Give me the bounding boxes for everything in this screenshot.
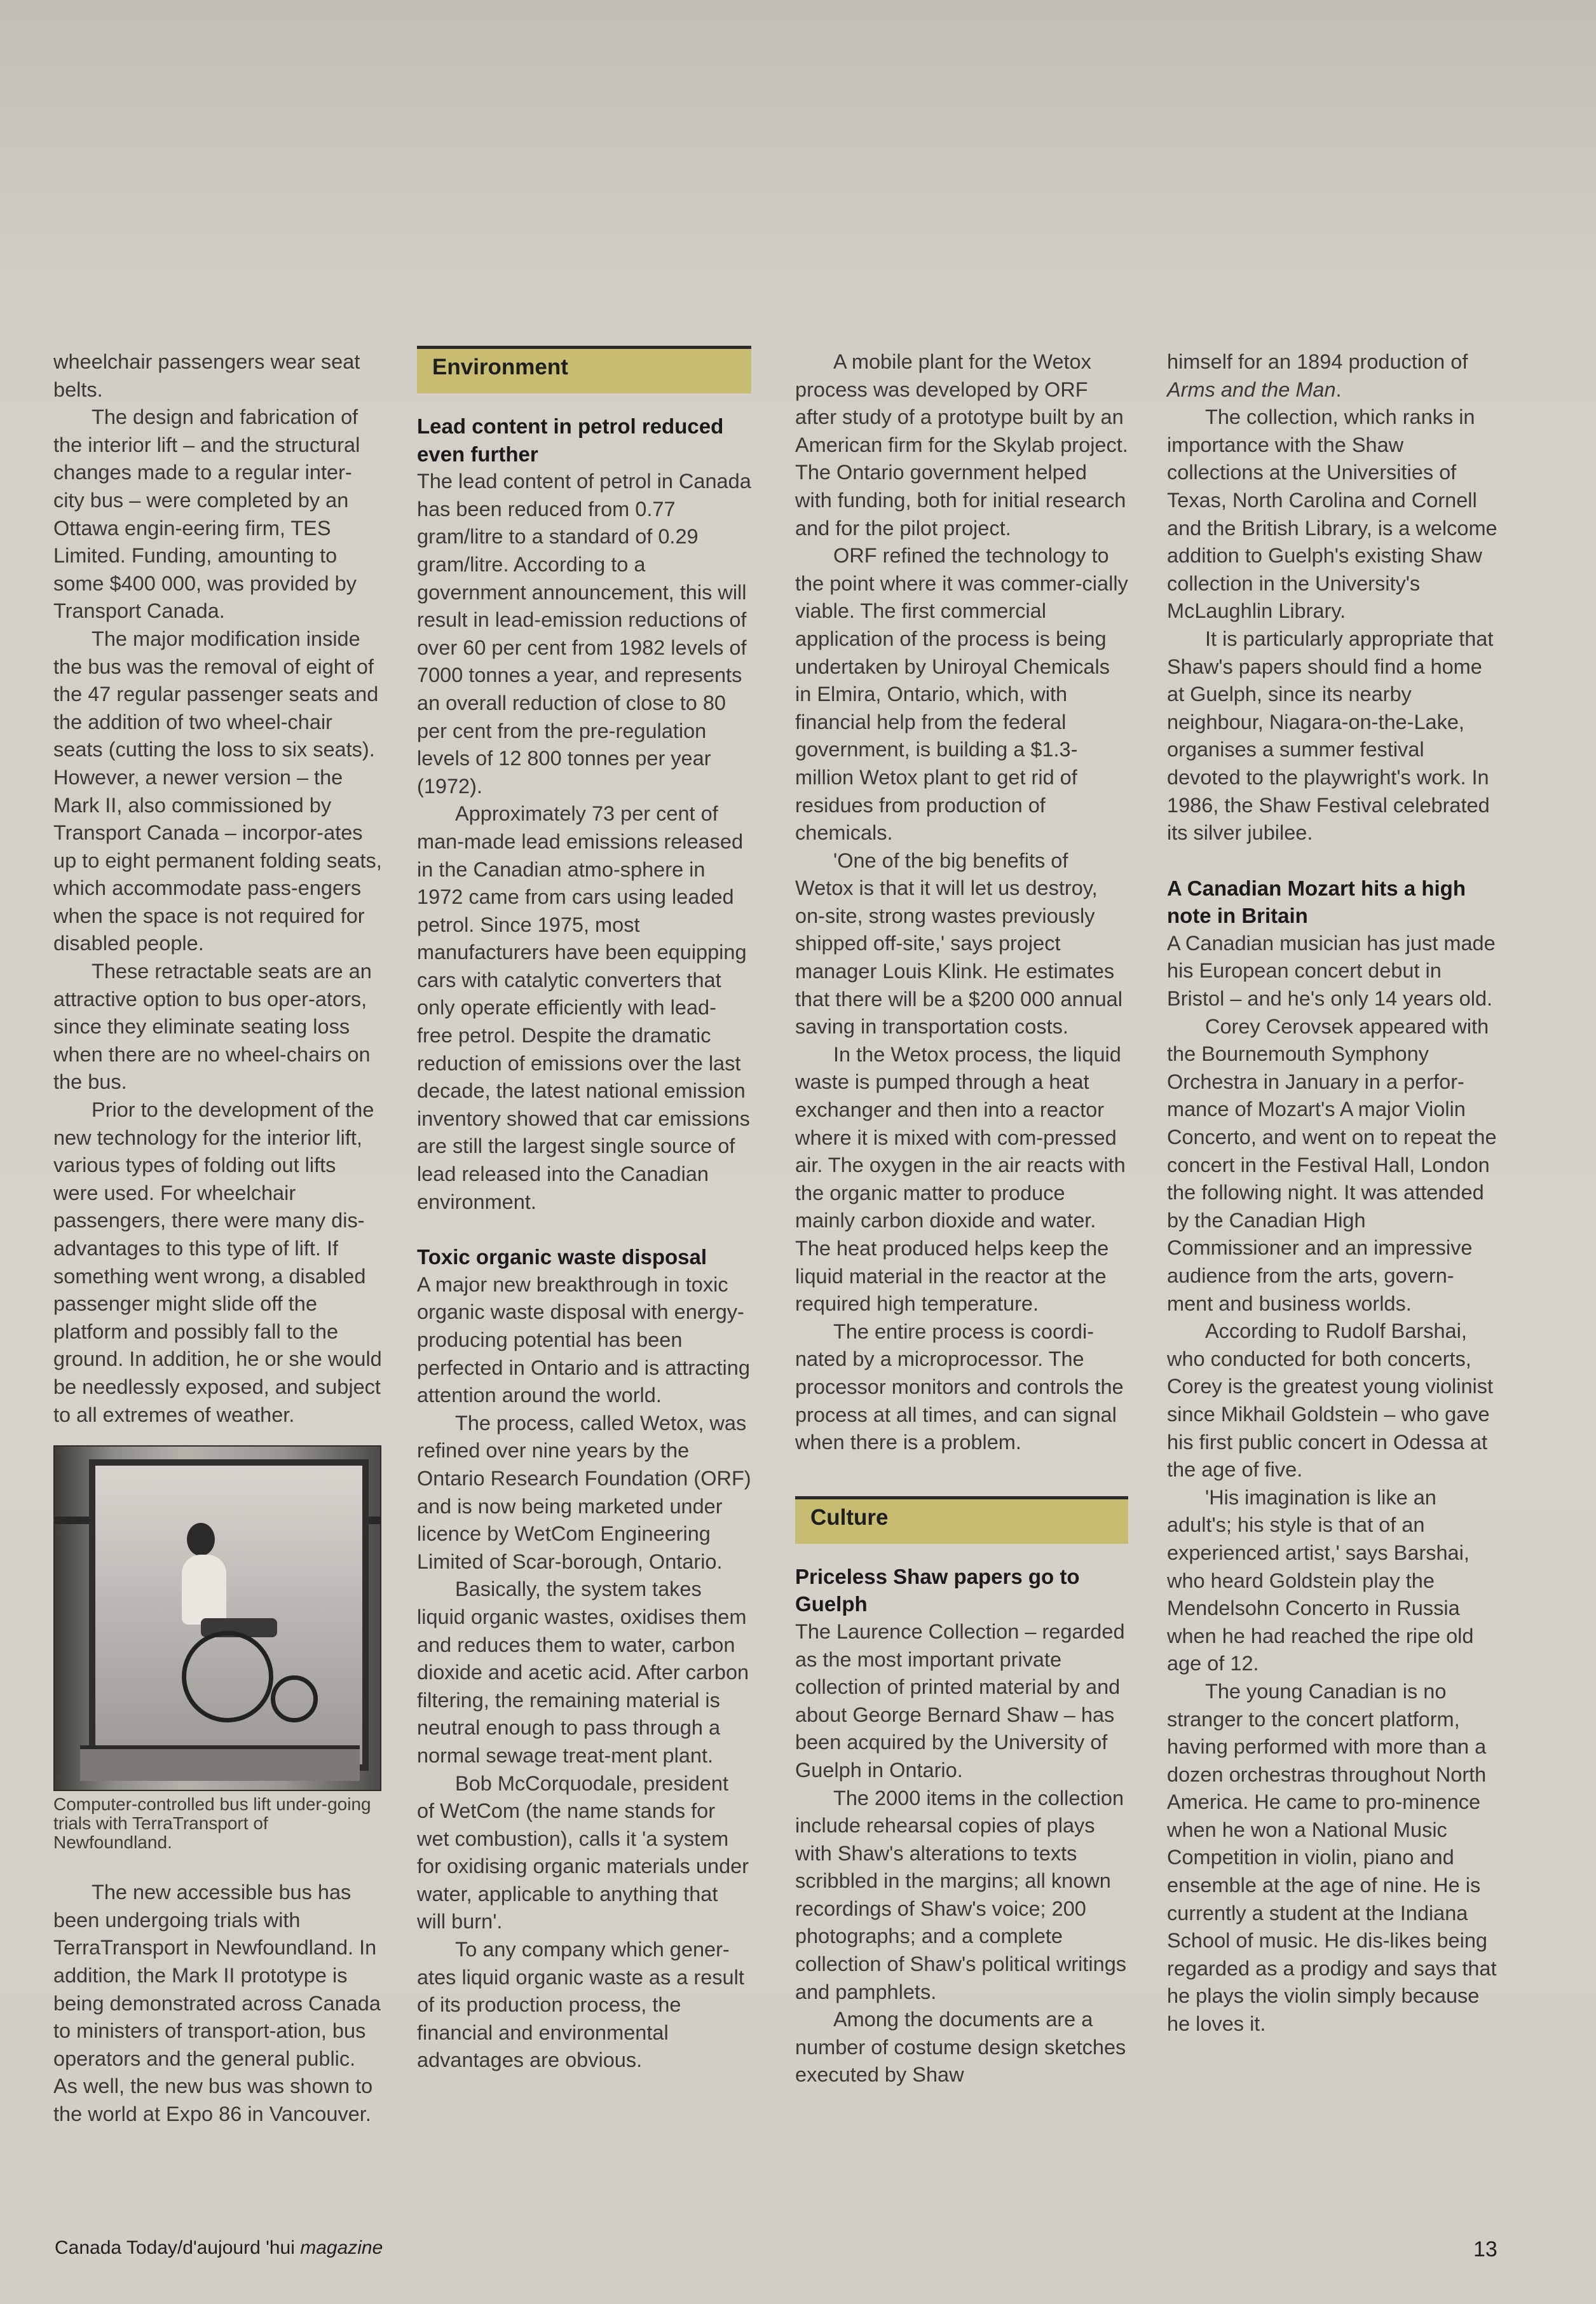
paragraph: wheelchair passengers wear seat belts. bbox=[53, 350, 360, 401]
paragraph: The 2000 items in the collection include rehearsal copies of plays with Shaw's alterations to texts scribbled in the margins; all known recordings of Shaw's voice; 200 photographs; and a complete collection of Shaw's political writings and pamphlets. bbox=[795, 1786, 1127, 2003]
paragraph-text: himself for an 1894 production of bbox=[1167, 350, 1468, 373]
paragraph bbox=[1167, 348, 1497, 404]
wheelchair-wheel-icon bbox=[182, 1631, 273, 1722]
paragraph: The major modification inside the bus was the removal of eight of the 47 regular passenger seats and the addition of two wheel-chair seats (cutting the loss to six seats). However, a newer version – the Mark II, also commissioned by Transport Canada – incorpor-ates up to eight permanent folding seats, which accommodate pass-engers when the space is not required for disabled people. bbox=[53, 627, 382, 955]
lift-frame bbox=[89, 1459, 369, 1771]
paragraph: ORF refined the technology to the point where it was commer-cially viable. The first commercial application of the process is being undertaken by Uniroyal Chemicals in Elmira, Ontario, which, with financial help from the federal government, is building a $1.3-million Wetox plant to get rid of residues from production of chemicals. bbox=[795, 544, 1128, 845]
passenger-head bbox=[187, 1523, 215, 1556]
magazine-suffix: magazine bbox=[300, 2237, 383, 2258]
paragraph: According to Rudolf Barshai, who conducted for both concerts, Corey is the greatest young violinist since Mikhail Goldstein – who gave his first public concert in Odessa at the age of five. bbox=[1167, 1319, 1494, 1482]
paragraph: Corey Cerovsek appeared with the Bournemouth Symphony Orchestra in January in a perfor-mance of Mozart's A major Violin Concerto, and went on to repeat the concert in the Festival Hall, London the following night. It was attended by the Canadian High Commissioner and an impressive audience from the arts, govern-ment and business worlds. bbox=[1167, 1014, 1497, 1315]
magazine-name: Canada Today/d'aujourd 'hui bbox=[55, 2237, 295, 2258]
play-title: Arms and the Man bbox=[1167, 378, 1336, 401]
section-banner-environment bbox=[417, 346, 751, 393]
paragraph: The Laurence Collection – regarded as the most important private collection of printed material by and about George Bernard Shaw – has been acquired by the University of Guelph in Ontario. bbox=[795, 1619, 1125, 1782]
paragraph: It is particularly appropriate that Shaw's papers should find a home at Guelph, since its nearby neighbour, Niagara-on-the-Lake, organises a summer festival devoted to the playwright's work. In 1986, the Shaw Festival celebrated its silver jubilee. bbox=[1167, 627, 1494, 845]
paragraph: To any company which gener-ates liquid organic waste as a result of its production process, the financial and environmental advantages are obvious. bbox=[417, 1938, 744, 2072]
article-headline: A Canadian Mozart hits a high note in Britain bbox=[1167, 876, 1466, 928]
article-headline: Priceless Shaw papers go to Guelph bbox=[795, 1564, 1080, 1616]
wheelchair-front-wheel-icon bbox=[271, 1675, 318, 1722]
article-headline: Toxic organic waste disposal bbox=[417, 1245, 707, 1269]
paragraph: Basically, the system takes liquid organic wastes, oxidises them and reduces them to water, carbon dioxide and acetic acid. After carbon filtering, the remaining material is neutral enough to pass through a normal sewage treat-ment plant. bbox=[417, 1578, 749, 1767]
lift-platform bbox=[80, 1745, 360, 1781]
passenger-figure bbox=[182, 1555, 226, 1625]
paragraph: The new accessible bus has been undergoing trials with TerraTransport in Newfoundland. In addition, the Mark II prototype is being demonstrated across Canada to ministers of transport-ation, bus operators and the general public. As well, the new bus was shown to the world at Expo 86 in Vancouver. bbox=[53, 1881, 381, 2125]
paragraph: A major new breakthrough in toxic organic waste disposal with energy-producing potential has been perfected in Ontario and is attracting attention around the world. bbox=[417, 1272, 750, 1407]
column-3 bbox=[795, 348, 1128, 2089]
paragraph: Bob McCorquodale, president of WetCom (the name stands for wet combustion), calls it 'a system for oxidising organic materials under water, applicable to anything that will burn'. bbox=[417, 1771, 749, 1933]
magazine-footer bbox=[55, 2237, 383, 2259]
paragraph: In the Wetox process, the liquid waste is pumped through a heat exchanger and then into a reactor where it is mixed with com-pressed air. The oxygen in the air reacts with the organic matter to produce mainly carbon dioxide and water. The heat produced helps keep the liquid material in the reactor at the required high temperature. bbox=[795, 1042, 1126, 1316]
section-banner-culture bbox=[795, 1496, 1128, 1544]
paragraph: The process, called Wetox, was refined over nine years by the Ontario Research Foundation (ORF) and is now being marketed under licence by WetCom Engineering Limited of Scar-borough, Ontario. bbox=[417, 1411, 751, 1573]
column-1 bbox=[53, 348, 383, 2129]
page-number: 13 bbox=[1473, 2237, 1497, 2261]
photo-caption: Computer-controlled bus lift under-going trials with TerraTransport of Newfoundland. bbox=[53, 1794, 371, 1853]
section-label: Environment bbox=[432, 355, 568, 379]
column-4 bbox=[1167, 348, 1497, 2038]
paragraph: Among the documents are a number of costume design sketches executed by Shaw bbox=[795, 2008, 1126, 2087]
column-2 bbox=[417, 348, 751, 2075]
bus-lift-photo bbox=[53, 1445, 381, 1791]
section-label: Culture bbox=[810, 1504, 889, 1530]
paragraph: Prior to the development of the new technology for the interior lift, various types of folding out lifts were used. For wheelchair passengers, there were many dis-advantages to this type of lift. If something went wrong, a disabled passenger might slide off the platform and possibly fall to the ground. In addition, he or she would be needlessly exposed, and subject to all extremes of weather. bbox=[53, 1098, 382, 1426]
paragraph: 'One of the big benefits of Wetox is that it will let us destroy, on-site, strong wastes previously shipped off-site,' says project manager Louis Klink. He estimates that there will be a $200 000 annual saving in transportation costs. bbox=[795, 849, 1122, 1039]
paragraph: A Canadian musician has just made his European concert debut in Bristol – and he's only 14 years old. bbox=[1167, 931, 1496, 1011]
paragraph: The lead content of petrol in Canada has been reduced from 0.77 gram/litre to a standard of 0.29 gram/litre. According to a government announcement, this will result in lead-emission reductions of over 60 per cent from 1982 levels of 7000 tonnes a year, and represents an overall reduction of close to 80 per cent from the pre-regulation levels of 12 800 tonnes per year (1972). bbox=[417, 470, 751, 798]
paragraph: The collection, which ranks in importance with the Shaw collections at the Universities of Texas, North Carolina and Cornell and the British Library, is a welcome addition to Guelph's existing Shaw collection in the University's McLaughlin Library. bbox=[1167, 406, 1497, 623]
paragraph-text: . bbox=[1335, 378, 1342, 401]
paragraph: A mobile plant for the Wetox process was developed by ORF after study of a prototype built by an American firm for the Skylab project. The Ontario government helped with funding, both for initial research and for the pilot project. bbox=[795, 350, 1128, 540]
paragraph: These retractable seats are an attractive option to bus oper-ators, since they eliminate seating loss when there are no wheel-chairs on the bus. bbox=[53, 960, 372, 1094]
paragraph: Approximately 73 per cent of man-made lead emissions released in the Canadian atmo-sphere in 1972 came from cars using leaded petrol. Since 1975, most manufacturers have been equipping cars with catalytic converters that only operate efficiently with lead-free petrol. Despite the dramatic reduction of emissions over the last decade, the latest national emission inventory showed that car emissions are still the largest single source of lead released into the Canadian environment. bbox=[417, 802, 750, 1213]
paragraph: The young Canadian is no stranger to the concert platform, having performed with more than a dozen orchestras throughout North America. He came to pro-minence when he won a National Music Competition in violin, piano and ensemble at the age of nine. He is currently a student at the Indiana School of music. He dis-likes being regarded as a prodigy and says that he plays the violin simply because he loves it. bbox=[1167, 1679, 1497, 2036]
paragraph: The entire process is coordi-nated by a microprocessor. The processor monitors and controls the process at all times, and can signal when there is a problem. bbox=[795, 1319, 1124, 1454]
page-top-shadow bbox=[0, 0, 1596, 343]
article-headline: Lead content in petrol reduced even further bbox=[417, 414, 724, 466]
paragraph: The design and fabrication of the interior lift – and the structural changes made to a regular inter-city bus – were completed by an Ottawa engin-eering firm, TES Limited. Funding, amounting to some $400 000, was provided by Transport Canada. bbox=[53, 406, 360, 623]
paragraph: 'His imagination is like an adult's; his style is that of an experienced artist,' says Barshai, who heard Goldstein play the Mendelsohn Concerto in Russia when he had reached the ripe old age of 12. bbox=[1167, 1485, 1474, 1675]
